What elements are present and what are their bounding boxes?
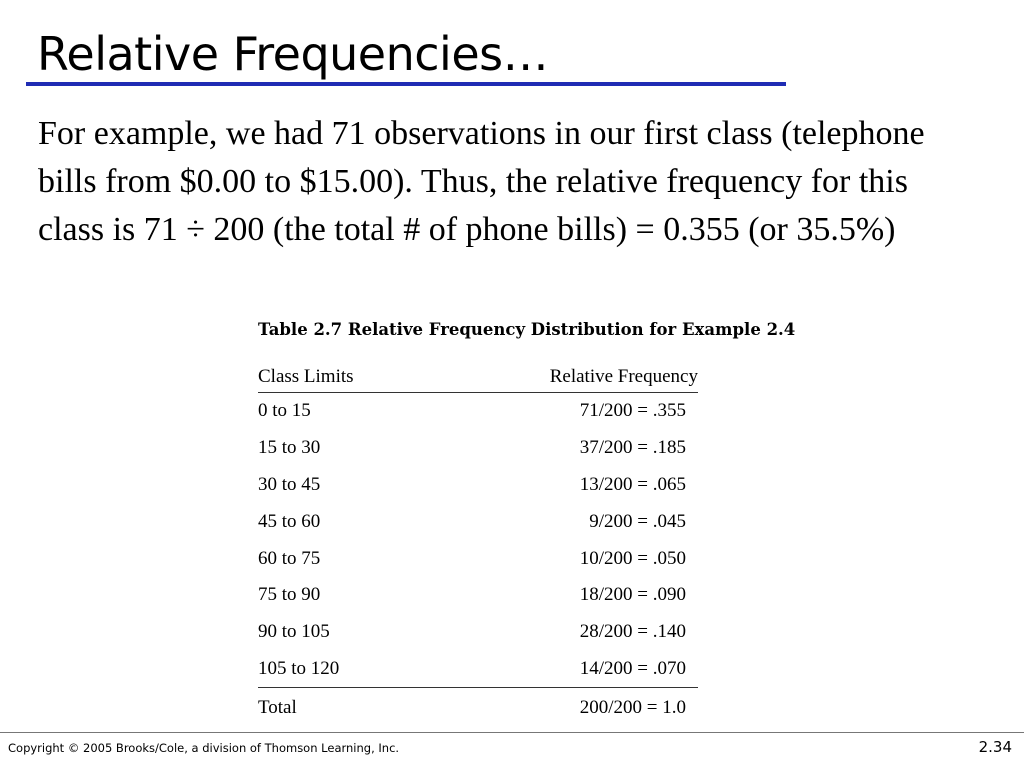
cell-relative-frequency: 13/200 = .065 bbox=[579, 473, 686, 495]
cell-class-limits: 0 to 15 bbox=[258, 400, 311, 422]
cell-class-limits: 105 to 120 bbox=[258, 651, 430, 688]
table-row bbox=[258, 577, 698, 614]
table-row bbox=[258, 614, 698, 651]
cell-total-label: Total bbox=[258, 697, 297, 719]
cell-class-limits: 15 to 30 bbox=[258, 437, 321, 459]
page-number: 2.34 bbox=[978, 738, 1012, 756]
slide-body-text: For example, we had 71 observations in our first class (telephone bills from $0.00 to $15.00). Thus, the relative frequency for this class is 71 ÷ 200 (the total # of phone bills) = 0.355 (or 35.5%) bbox=[38, 115, 925, 248]
cell-relative-frequency: 18/200 = .090 bbox=[579, 584, 686, 606]
cell-relative-frequency: 28/200 = .140 bbox=[579, 621, 686, 643]
title-underline bbox=[26, 82, 786, 86]
cell-class-limits: 45 to 60 bbox=[258, 510, 321, 532]
footer-copyright: Copyright © 2005 Brooks/Cole, a division of Thomson Learning, Inc. bbox=[8, 741, 400, 755]
cell-total-value: 200/200 = 1.0 bbox=[579, 697, 686, 719]
cell-relative-frequency: 10/200 = .050 bbox=[579, 547, 686, 569]
cell-relative-frequency: 71/200 = .355 bbox=[579, 400, 686, 422]
header-class-limits: Class Limits bbox=[258, 366, 430, 393]
cell-class-limits: 75 to 90 bbox=[258, 584, 321, 606]
cell-class-limits: 60 to 75 bbox=[258, 547, 321, 569]
footer-divider bbox=[0, 732, 1024, 733]
table-row bbox=[258, 651, 698, 688]
table-total-row bbox=[258, 688, 698, 729]
table-caption: Table 2.7 Relative Frequency Distribution for Example 2.4 bbox=[258, 320, 796, 339]
slide-title: Relative Frequencies… bbox=[37, 27, 549, 81]
table-row bbox=[258, 467, 698, 504]
cell-relative-frequency: 37/200 = .185 bbox=[579, 437, 686, 459]
table-header-row bbox=[258, 366, 698, 393]
table-row bbox=[258, 503, 698, 540]
cell-class-limits: 90 to 105 bbox=[258, 621, 330, 643]
relative-frequency-table bbox=[258, 366, 698, 728]
header-relative-frequency: Relative Frequency bbox=[430, 366, 698, 393]
table-row bbox=[258, 430, 698, 467]
cell-relative-frequency: 14/200 = .070 bbox=[430, 651, 698, 688]
table-row bbox=[258, 540, 698, 577]
table-row bbox=[258, 393, 698, 430]
cell-relative-frequency: 9/200 = .045 bbox=[589, 510, 686, 532]
frequency-table-figure bbox=[258, 316, 818, 719]
cell-class-limits: 30 to 45 bbox=[258, 473, 321, 495]
